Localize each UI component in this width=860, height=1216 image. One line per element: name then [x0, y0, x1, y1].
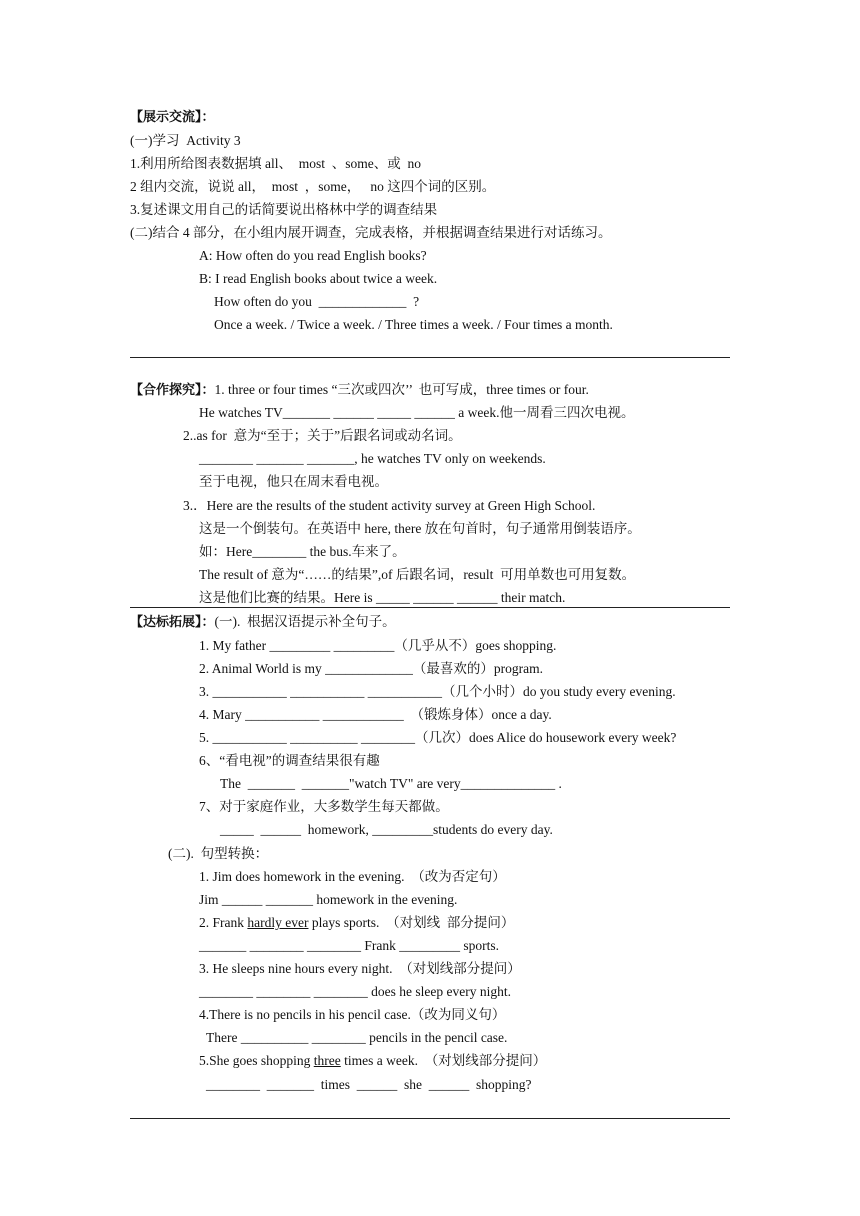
text-line: He watches TV_______ ______ _____ ______ a week.他一周看三四次电视。 — [199, 405, 635, 420]
text-fragment: times a week. （对划线部分提问） — [340, 1053, 547, 1068]
exercise-line: 7、对于家庭作业，大多数学生每天都做。 — [199, 799, 449, 814]
section-heading-extend: 【达标拓展】： — [130, 615, 215, 630]
dialog-line: Once a week. / Twice a week. / Three times a week. / Four times a month. — [214, 317, 613, 332]
divider — [130, 607, 730, 608]
text-line: 2 组内交流，说说 all， most ，some， no 这四个词的区别。 — [130, 179, 496, 194]
exercise-line: 3. ___________ ___________ ___________（几个小时）do you study every evening. — [199, 684, 676, 699]
exercise-line: 3. He sleeps nine hours every night. （对划线部分提问） — [199, 961, 521, 976]
exercise-line: 4.There is no pencils in his pencil case.（改为同义句） — [199, 1007, 506, 1022]
exercise-line: The _______ _______"watch TV" are very______________ . — [220, 776, 562, 791]
text-line: 这是一个倒装句。在英语中 here, there 放在句首时，句子通常用倒装语序。 — [199, 521, 641, 536]
text-line: 如：Here________ the bus.车来了。 — [199, 544, 406, 559]
text-fragment: 5.She goes shopping — [199, 1053, 314, 1068]
text-line: (二)结合 4 部分，在小组内展开调查，完成表格，并根据调查结果进行对话练习。 — [130, 225, 612, 240]
divider — [130, 1118, 730, 1119]
exercise-line: 2. Animal World is my _____________（最喜欢的）program. — [199, 661, 544, 676]
exercise-line: ________ _______ times ______ she ______ shopping? — [206, 1077, 532, 1092]
part-title: (一). 根据汉语提示补全句子。 — [214, 614, 396, 629]
exercise-line: ________ ________ ________ does he sleep every night. — [199, 984, 511, 999]
section-intro-line — [130, 381, 589, 400]
text-line: 2..as for 意为“至于；关于”后跟名词或动名词。 — [183, 428, 462, 443]
exercise-line — [199, 1052, 546, 1070]
text-line: 1.利用所给图表数据填 all、 most 、some、或 no — [130, 156, 421, 171]
dialog-line: How often do you _____________ ? — [214, 294, 420, 309]
dialog-line: A: How often do you read English books? — [199, 248, 427, 263]
text-line: 1. three or four times “三次或四次’’ 也可写成，three times or four. — [214, 382, 589, 397]
exercise-line: 1. Jim does homework in the evening. （改为否定句） — [199, 869, 506, 884]
exercise-line: 5. ___________ __________ ________（几次）does Alice do housework every week? — [199, 730, 677, 745]
exercise-line: 4. Mary ___________ ____________ （锻炼身体）once a day. — [199, 707, 552, 722]
exercise-line — [199, 914, 514, 932]
exercise-line: There __________ ________ pencils in the pencil case. — [206, 1030, 508, 1045]
exercise-line: Jim ______ _______ homework in the evening. — [199, 892, 458, 907]
text-fragment: plays sports. （对划线 部分提问） — [308, 915, 515, 930]
text-line: 3.．Here are the results of the student activity survey at Green High School. — [183, 498, 596, 513]
text-line: The result of 意为“……的结果”,of 后跟名词，result 可用单数也可用复数。 — [199, 567, 636, 582]
underlined-phrase: hardly ever — [247, 915, 309, 930]
section-heading-cooperate: 【合作探究】： — [130, 383, 215, 398]
section-heading-display: 【展示交流】： — [130, 110, 215, 125]
exercise-line: 6、“看电视”的调查结果很有趣 — [199, 753, 380, 768]
text-line: 至于电视，他只在周末看电视。 — [199, 474, 388, 489]
text-line: ________ _______ _______, he watches TV only on weekends. — [199, 451, 546, 466]
exercise-line: _____ ______ homework, _________students do every day. — [220, 822, 553, 837]
exercise-line: _______ ________ ________ Frank _________ sports. — [199, 938, 499, 953]
text-line: (一)学习 Activity 3 — [130, 133, 241, 148]
text-line: 这是他们比赛的结果。Here is _____ ______ ______ their match. — [199, 590, 566, 605]
part-title: (二). 句型转换： — [168, 846, 269, 861]
underlined-word: three — [313, 1053, 341, 1068]
text-fragment: 2. Frank — [199, 915, 248, 930]
divider — [130, 357, 730, 358]
text-line: 3.复述课文用自己的话简要说出格林中学的调查结果 — [130, 202, 438, 217]
exercise-line: 1. My father _________ _________（几乎从不）goes shopping. — [199, 638, 557, 653]
dialog-line: B: I read English books about twice a week. — [199, 271, 438, 286]
section-intro-line — [130, 613, 396, 632]
